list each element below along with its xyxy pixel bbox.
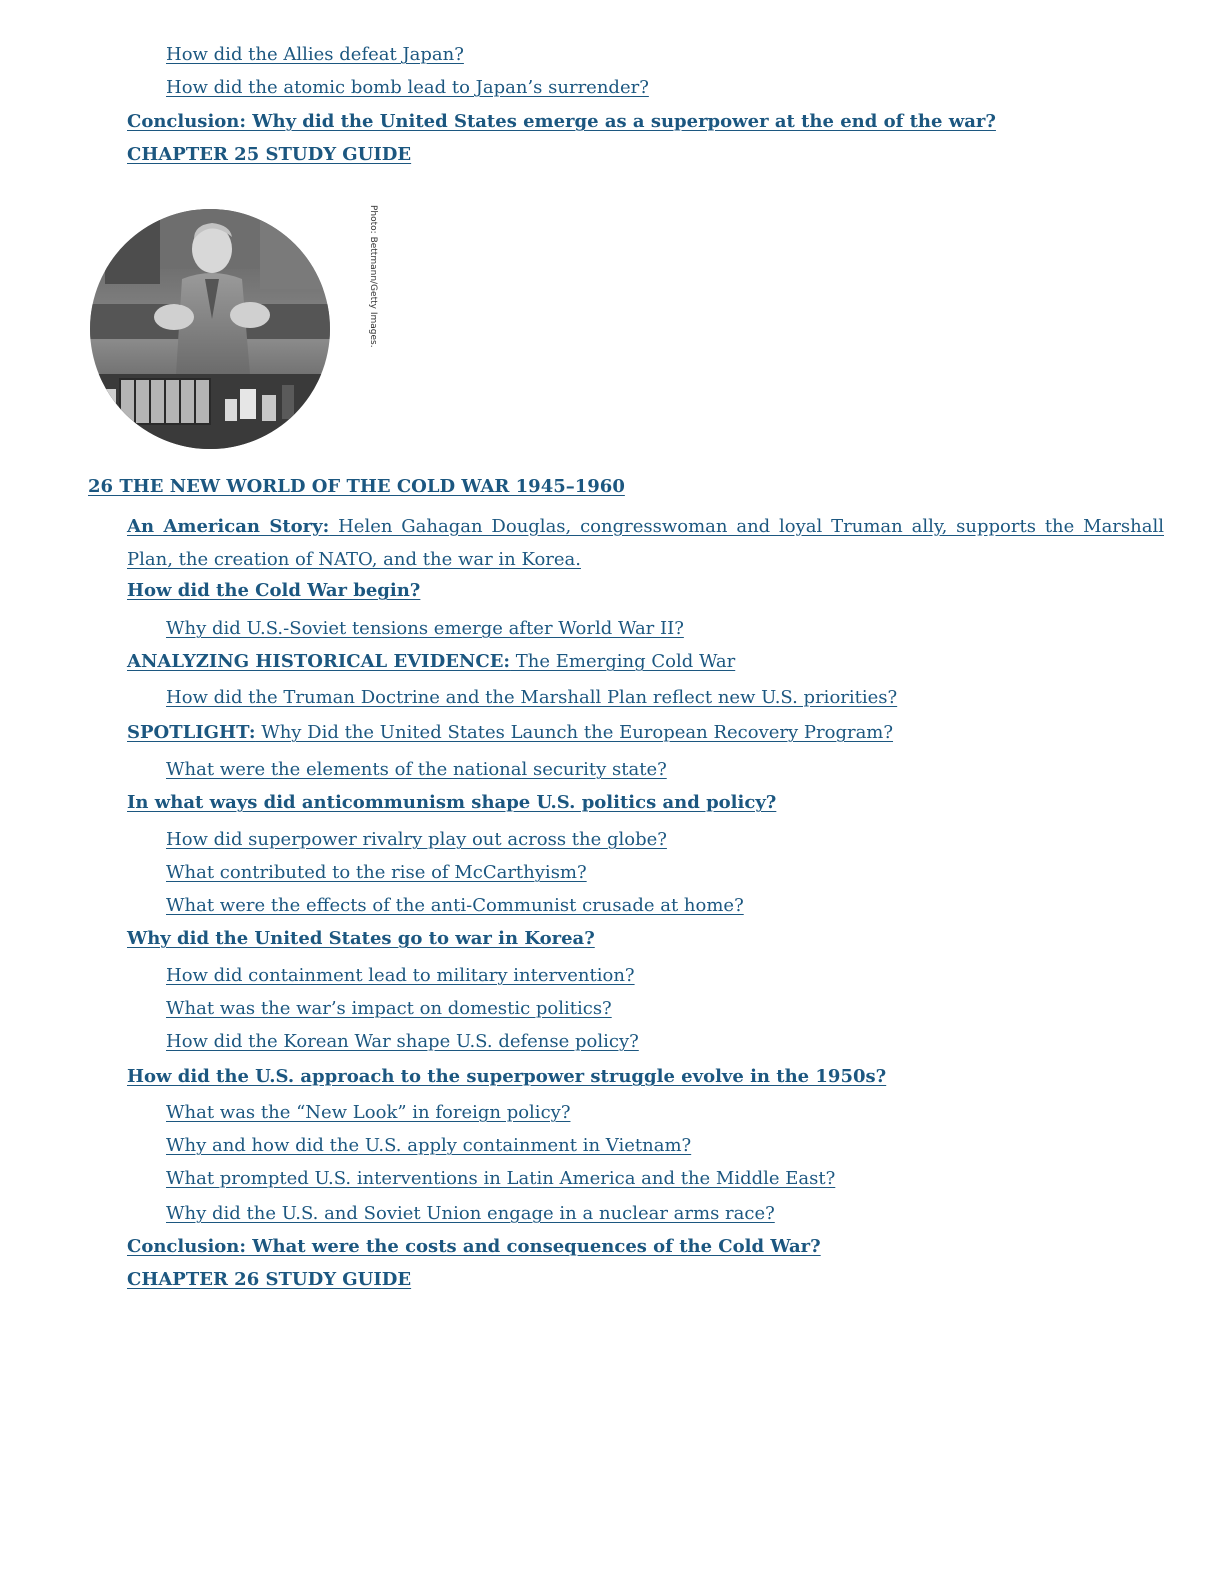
toc-link-conclusion-26[interactable]: Conclusion: What were the costs and consequences of the Cold War? [127,1236,821,1257]
spotlight-text: Why Did the United States Launch the European Recovery Program? [255,722,894,743]
toc-link-1950s-approach[interactable]: How did the U.S. approach to the superpower struggle evolve in the 1950s? [127,1066,887,1087]
toc-link-national-security[interactable]: What were the elements of the national security state? [166,759,667,780]
toc-link-containment-intervention[interactable]: How did containment lead to military intervention? [166,965,635,986]
chapter-photo [90,209,330,449]
toc-link-tensions[interactable]: Why did U.S.-Soviet tensions emerge after World War II? [166,618,684,639]
toc-link-anticommunism[interactable]: In what ways did anticommunism shape U.S. politics and policy? [127,792,777,813]
toc-link-mccarthyism[interactable]: What contributed to the rise of McCarthyism? [166,862,587,883]
toc-link-study-guide-25[interactable]: CHAPTER 25 STUDY GUIDE [127,144,412,165]
toc-link-new-look[interactable]: What was the “New Look” in foreign policy? [166,1102,571,1123]
toc-link-domestic-politics[interactable]: What was the war’s impact on domestic politics? [166,998,612,1019]
spotlight-label: SPOTLIGHT: [127,722,256,743]
toc-link-analyzing-evidence[interactable] [127,650,735,674]
analyzing-label: ANALYZING HISTORICAL EVIDENCE: [127,651,511,672]
toc-link-conclusion-25[interactable]: Conclusion: Why did the United States emerge as a superpower at the end of the war? [127,111,996,132]
analyzing-text: The Emerging Cold War [510,651,736,672]
american-story-text: Helen Gahagan Douglas, congresswoman and loyal Truman ally, supports the Marshall Plan, the creation of NATO, and the war in Korea. [127,516,1164,570]
toc-link-study-guide-26[interactable]: CHAPTER 26 STUDY GUIDE [127,1269,412,1290]
american-story-link[interactable] [127,516,1164,570]
toc-link-arms-race[interactable]: Why did the U.S. and Soviet Union engage in a nuclear arms race? [166,1203,775,1224]
toc-link-truman-doctrine[interactable]: How did the Truman Doctrine and the Marshall Plan reflect new U.S. priorities? [166,687,898,708]
american-story-entry[interactable] [127,510,1164,576]
toc-link-spotlight[interactable] [127,721,893,745]
toc-link-crusade-effects[interactable]: What were the effects of the anti-Communist crusade at home? [166,895,744,916]
toc-link-latin-america-middle-east[interactable]: What prompted U.S. interventions in Latin America and the Middle East? [166,1168,836,1189]
toc-link-chapter-26[interactable]: 26 THE NEW WORLD OF THE COLD WAR 1945–1960 [88,476,625,497]
toc-link-superpower-rivalry[interactable]: How did superpower rivalry play out across the globe? [166,829,667,850]
toc-link-defense-policy[interactable]: How did the Korean War shape U.S. defense policy? [166,1031,639,1052]
toc-link-korea-war[interactable]: Why did the United States go to war in Korea? [127,928,595,949]
toc-link-cold-war-begin[interactable]: How did the Cold War begin? [127,580,421,601]
photo-credit: Photo: Bettmann/Getty Images. [368,205,378,348]
american-story-label: An American Story: [127,516,330,537]
toc-link-atomic-bomb[interactable]: How did the atomic bomb lead to Japan’s surrender? [166,77,649,98]
chapter-photo-image [90,209,330,449]
toc-link-vietnam[interactable]: Why and how did the U.S. apply containment in Vietnam? [166,1135,692,1156]
toc-link-allies-defeat-japan[interactable]: How did the Allies defeat Japan? [166,44,464,65]
